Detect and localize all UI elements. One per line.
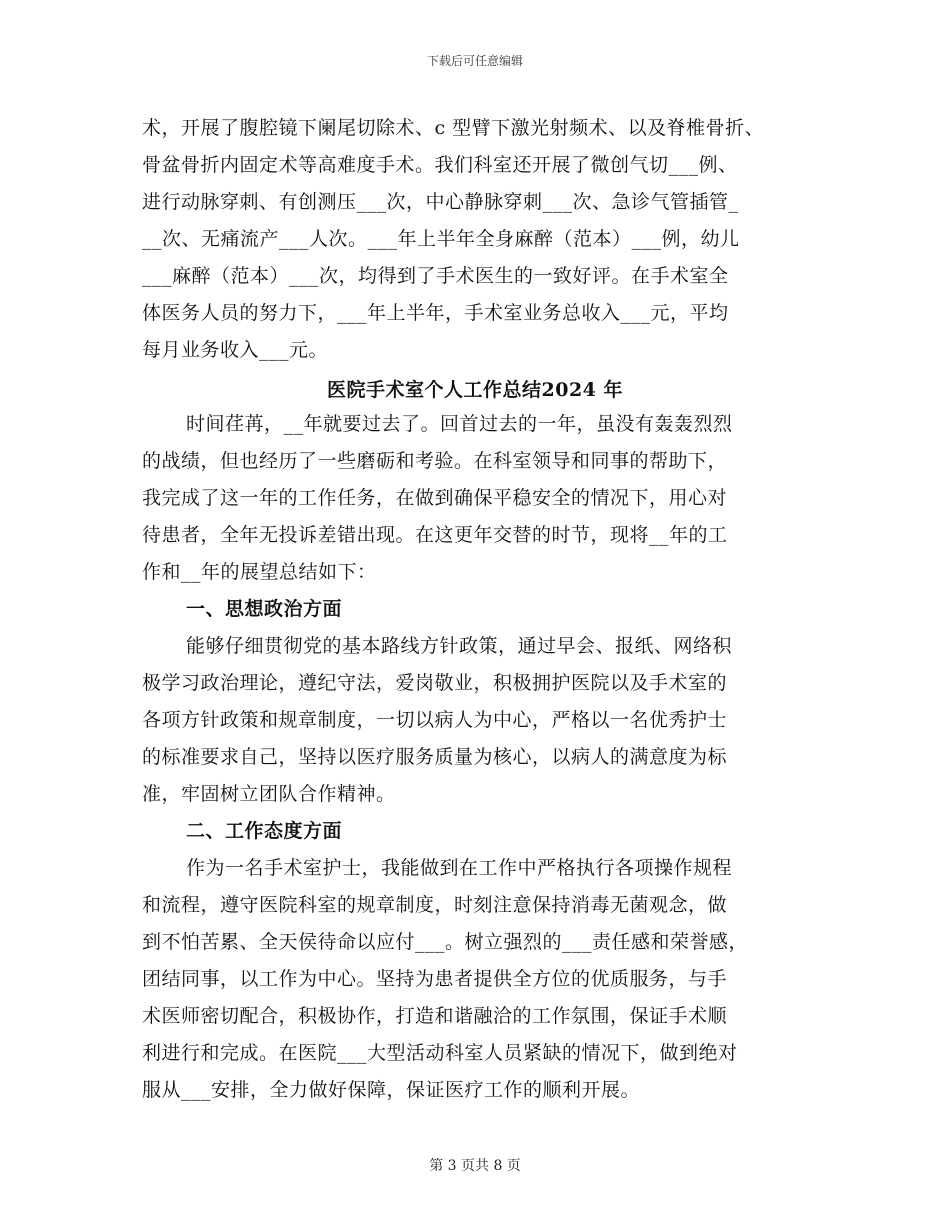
text-line: 每月业务收入___元。 <box>142 339 329 361</box>
page-footer: 第 3 页共 8 页 <box>429 1158 521 1174</box>
text-line: 极学习政治理论，遵纪守法，爱岗敬业，积极拥护医院以及手术室的 <box>142 672 728 694</box>
text-line: 骨盆骨折内固定术等高难度手术。我们科室还开展了微创气切___例、 <box>142 154 738 176</box>
text-line: 准，牢固树立团队合作精神。 <box>142 783 396 805</box>
text-line: __次、无痛流产___人次。___年上半年全身麻醉（范本）___例，幼儿 <box>142 228 740 250</box>
section-title: 医院手术室个人工作总结2024 年 <box>327 379 623 401</box>
text-line: 各项方针政策和规章制度，一切以病人为中心，严格以一名优秀护士 <box>142 709 728 731</box>
text-line: 到不怕苦累、全天侯待命以应付___。树立强烈的___责任感和荣誉感， <box>142 931 749 953</box>
section-heading: 二、工作态度方面 <box>186 820 343 842</box>
text-line: 的战绩，但也经历了一些磨砺和考验。在科室领导和同事的帮助下， <box>142 450 728 472</box>
text-line: ___麻醉（范本）___次，均得到了手术医生的一致好评。在手术室全 <box>142 265 729 287</box>
text-line: 时间荏苒，__年就要过去了。回首过去的一年，虽没有轰轰烈烈 <box>186 413 733 435</box>
section-heading: 一、思想政治方面 <box>186 598 343 620</box>
text-line: 待患者，全年无投诉差错出现。在这更年交替的时节，现将__年的工 <box>142 524 728 546</box>
text-line: 进行动脉穿刺、有创测压___次，中心静脉穿刺___次、急诊气管插管_ <box>142 191 739 213</box>
text-line: 能够仔细贯彻党的基本路线方针政策，通过早会、报纸、网络积 <box>186 635 733 657</box>
text-line: 我完成了这一年的工作任务，在做到确保平稳安全的情况下，用心对 <box>142 487 728 509</box>
text-line: 服从___安排，全力做好保障，保证医疗工作的顺利开展。 <box>142 1079 641 1101</box>
text-line: 的标准要求自己，坚持以医疗服务质量为核心，以病人的满意度为标 <box>142 746 728 768</box>
page-header: 下载后可任意编辑 <box>426 54 523 68</box>
text-line: 和流程，遵守医院科室的规章制度，时刻注意保持消毒无菌观念，做 <box>142 894 728 916</box>
text-line: 作和__年的展望总结如下： <box>142 561 377 583</box>
text-line: 利进行和完成。在医院___大型活动科室人员紧缺的情况下，做到绝对 <box>142 1042 738 1064</box>
text-line: 团结同事，以工作为中心。坚持为患者提供全方位的优质服务，与手 <box>142 968 728 990</box>
text-line: 术，开展了腹腔镜下阑尾切除术、c 型臂下激光射频术、以及脊椎骨折、 <box>142 117 765 139</box>
text-line: 术医师密切配合，积极协作，打造和谐融洽的工作氛围，保证手术顺 <box>142 1005 728 1027</box>
text-line: 体医务人员的努力下，___年上半年，手术室业务总收入___元，平均 <box>142 302 729 324</box>
text-line: 作为一名手术室护士，我能做到在工作中严格执行各项操作规程 <box>186 857 733 879</box>
